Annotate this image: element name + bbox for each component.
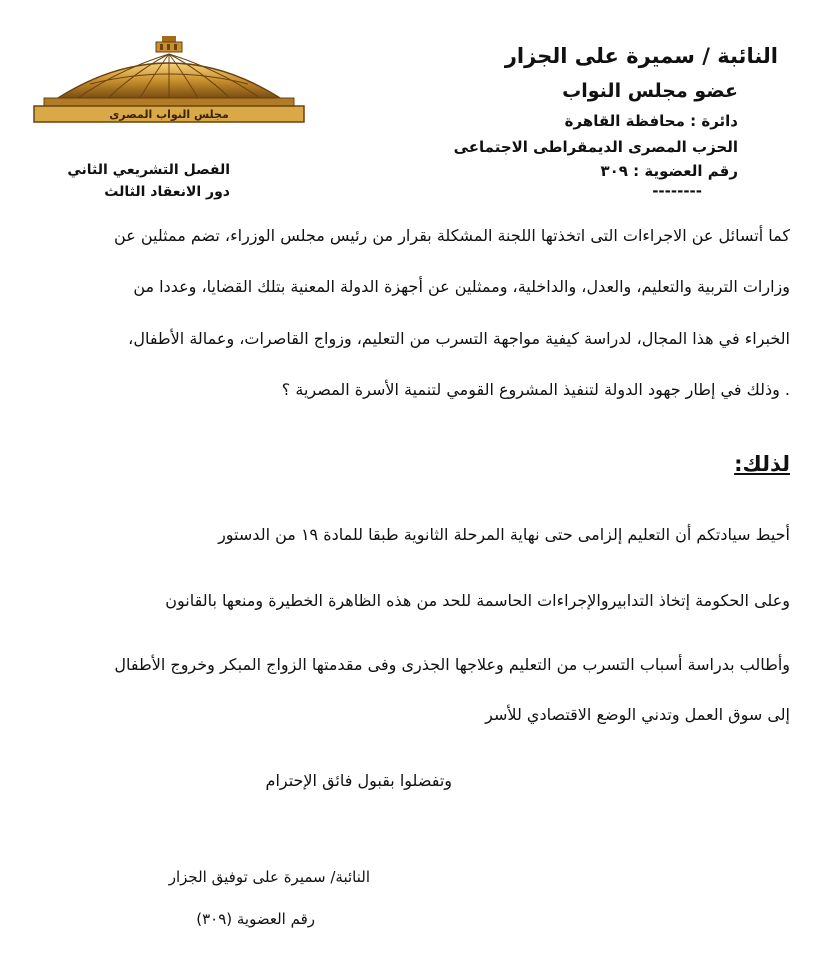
parliament-logo	[28, 34, 310, 126]
signature-membership: رقم العضوية (٣٠٩)	[196, 910, 315, 928]
paragraph-line-3: الخبراء في هذا المجال، لدراسة كيفية مواجهة التسرب من التعليم، وزواج القاصرات، وعمالة الأطفال،	[128, 329, 790, 348]
mp-name-heading: النائبة / سميرة على الجزار	[504, 44, 778, 68]
request-line-1: أحيط سيادتكم أن التعليم إلزامى حتى نهاية المرحلة الثانوية طبقا للمادة ١٩ من الدستور	[218, 525, 790, 544]
request-line-3b: إلى سوق العمل وتدني الوضع الاقتصادي للأسر	[485, 705, 790, 724]
signature-name: النائبة/ سميرة على توفيق الجزار	[168, 868, 370, 886]
parliament-dome-icon	[28, 34, 310, 126]
logo-text: مجلس النواب المصرى	[109, 108, 229, 121]
closing-line: وتفضلوا بقبول فائق الإحترام	[265, 771, 452, 790]
membership-line: رقم العضوية : ٣٠٩	[600, 162, 738, 180]
separator-dashes: --------	[652, 182, 702, 200]
legislative-term: الفصل التشريعي الثاني	[67, 162, 230, 178]
district-line: دائرة : محافظة القاهرة	[564, 112, 738, 130]
paragraph-line-1: كما أتسائل عن الاجراءات التى اتخذتها اللجنة المشكلة بقرار من رئيس مجلس الوزراء، تضم ممثلين عن	[114, 226, 790, 245]
request-line-3a: وأطالب بدراسة أسباب التسرب من التعليم وعلاجها الجذرى وفى مقدمتها الزواج المبكر وخروج الأطفال	[114, 655, 790, 674]
mp-role: عضو مجلس النواب	[562, 80, 738, 102]
party-line: الحزب المصرى الديمقراطى الاجتماعى	[453, 138, 738, 156]
session-label: دور الانعقاد الثالث	[104, 184, 230, 200]
paragraph-line-2: وزارات التربية والتعليم، والعدل، والداخلية، وممثلين عن أجهزة الدولة المعنية بتلك القضايا، وعددا من	[133, 277, 790, 296]
paragraph-line-4: . وذلك في إطار جهود الدولة لتنفيذ المشروع القومي لتنمية الأسرة المصرية ؟	[281, 380, 790, 399]
request-line-2: وعلى الحكومة إتخاذ التدابيروالإجراءات الحاسمة للحد من هذه الظاهرة الخطيرة ومنعها بالقانون	[165, 591, 790, 610]
section-heading: لذلك:	[734, 452, 790, 476]
